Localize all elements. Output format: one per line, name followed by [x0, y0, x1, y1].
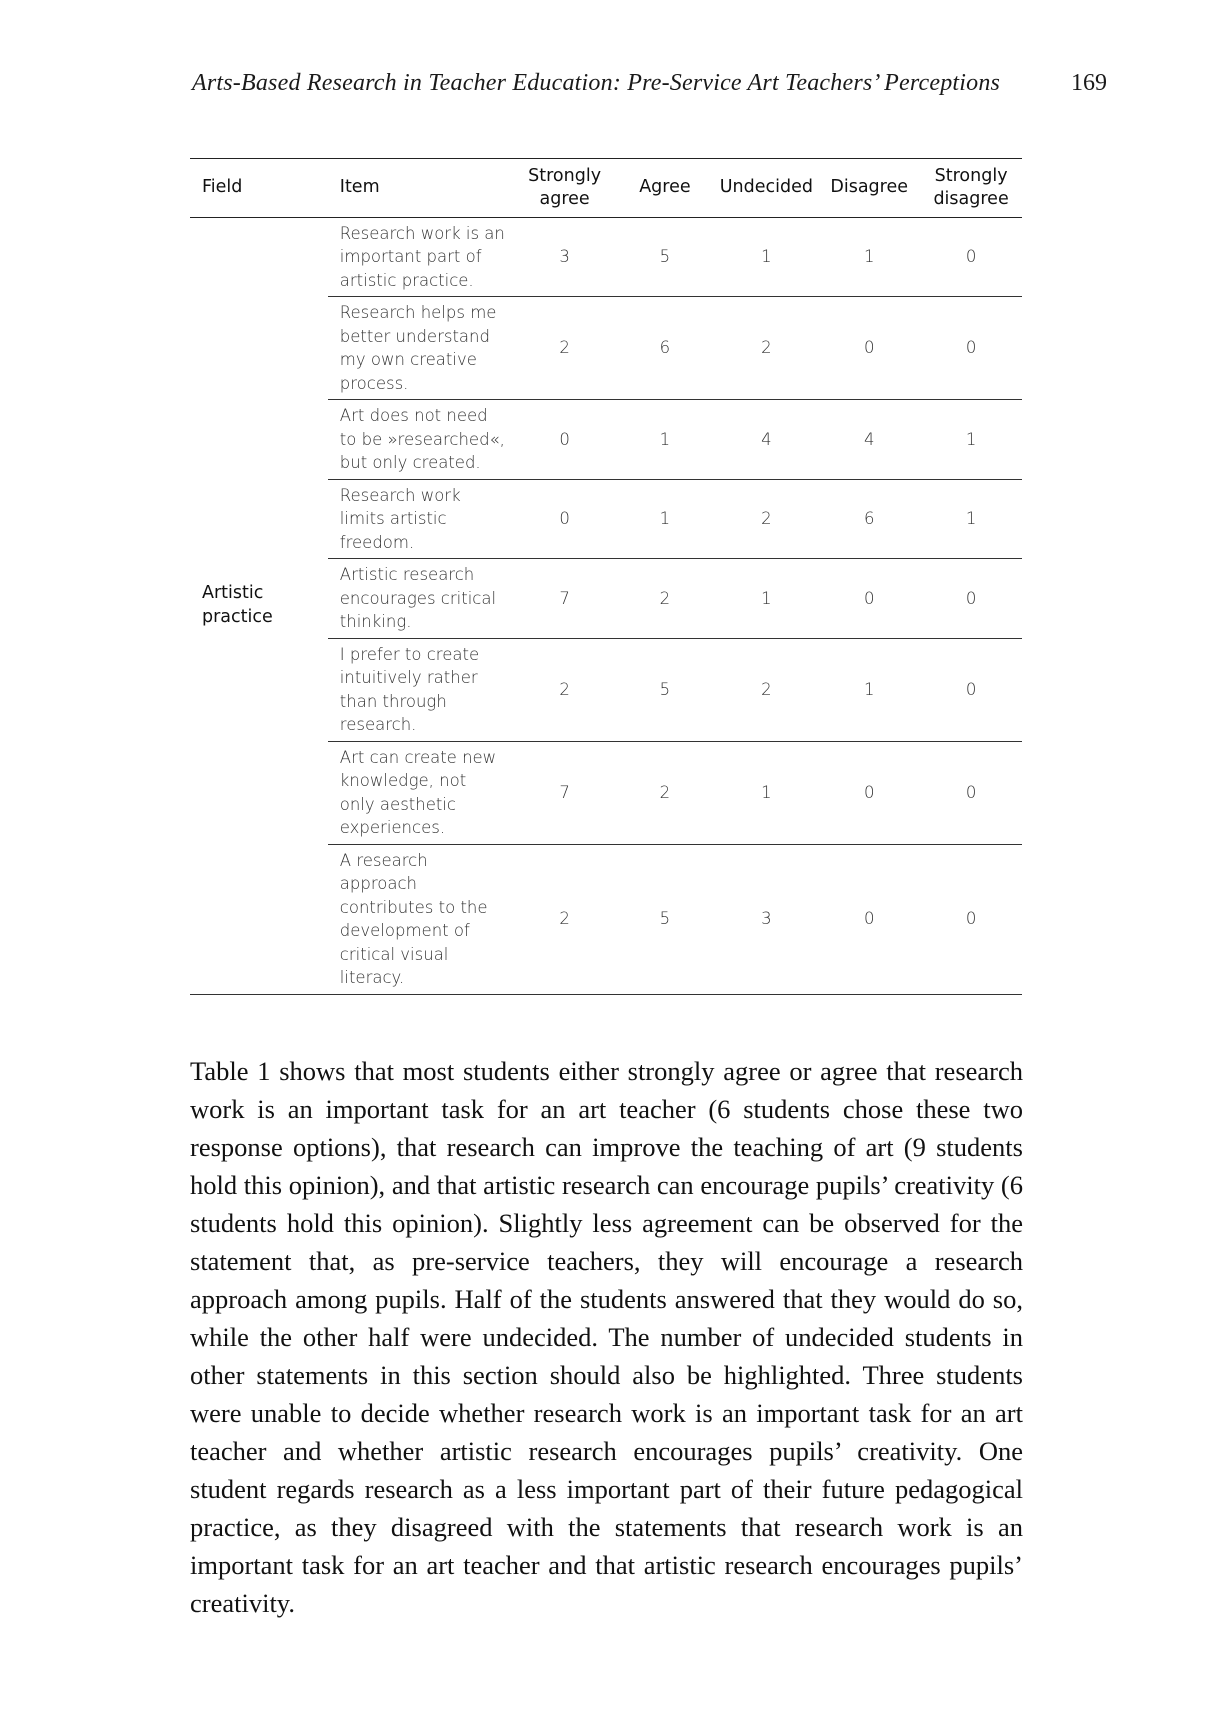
column-header-strongly-agree: Strongly agree	[514, 159, 615, 218]
disagree-cell: 0	[818, 559, 920, 639]
header-row	[190, 159, 1022, 218]
strongly-agree-cell: 7	[514, 741, 615, 844]
strongly-disagree-cell: 0	[920, 217, 1022, 297]
undecided-cell: 1	[715, 217, 819, 297]
agree-cell: 2	[615, 741, 714, 844]
column-header-item: Item	[328, 159, 514, 218]
disagree-cell: 0	[818, 741, 920, 844]
disagree-cell: 1	[818, 217, 920, 297]
disagree-cell: 0	[818, 297, 920, 400]
agree-cell: 1	[615, 479, 714, 559]
strongly-disagree-cell: 0	[920, 638, 1022, 741]
table-row	[190, 217, 1022, 297]
agree-cell: 6	[615, 297, 714, 400]
undecided-cell: 2	[715, 297, 819, 400]
survey-table	[190, 158, 1022, 995]
strongly-agree-cell: 2	[514, 844, 615, 994]
strongly-disagree-cell: 0	[920, 559, 1022, 639]
undecided-cell: 1	[715, 741, 819, 844]
strongly-agree-cell: 0	[514, 479, 615, 559]
item-cell: I prefer to create intuitively rather than through research.	[328, 638, 514, 741]
item-cell: A research approach contributes to the development of critical visual literacy.	[328, 844, 514, 994]
column-header-strongly-disagree: Strongly disagree	[920, 159, 1022, 218]
strongly-agree-cell: 3	[514, 217, 615, 297]
strongly-disagree-cell: 1	[920, 400, 1022, 480]
strongly-disagree-cell: 0	[920, 844, 1022, 994]
undecided-cell: 2	[715, 479, 819, 559]
strongly-agree-cell: 2	[514, 297, 615, 400]
undecided-cell: 2	[715, 638, 819, 741]
agree-cell: 1	[615, 400, 714, 480]
strongly-agree-cell: 0	[514, 400, 615, 480]
strongly-agree-cell: 2	[514, 638, 615, 741]
undecided-cell: 1	[715, 559, 819, 639]
disagree-cell: 6	[818, 479, 920, 559]
agree-cell: 5	[615, 638, 714, 741]
page-number: 169	[1071, 70, 1107, 96]
column-header-field: Field	[190, 159, 328, 218]
item-cell: Art does not need to be »researched«, but only created.	[328, 400, 514, 480]
agree-cell: 5	[615, 844, 714, 994]
table-body	[190, 217, 1022, 994]
disagree-cell: 1	[818, 638, 920, 741]
agree-cell: 5	[615, 217, 714, 297]
running-head	[192, 70, 1107, 106]
column-header-undecided: Undecided	[715, 159, 819, 218]
item-cell: Research helps me better understand my own creative process.	[328, 297, 514, 400]
item-cell: Research work is an important part of artistic practice.	[328, 217, 514, 297]
column-header-agree: Agree	[615, 159, 714, 218]
strongly-disagree-cell: 1	[920, 479, 1022, 559]
strongly-disagree-cell: 0	[920, 741, 1022, 844]
column-header-disagree: Disagree	[818, 159, 920, 218]
body-paragraph: Table 1 shows that most students either strongly agree or agree that research work is an important task for an art teacher (6 students chose these two response options), that research can improve the teaching of art (9 students hold this opinion), and that artistic research can encourage pupils’ creativity (6 students hold this opinion). Slightly less agreement can be observed for the statement that, as pre-service teachers, they will encourage a research approach among pupils. Half of the students answered that they would do so, while the other half were undecided. The number of undecided students in other statements in this section should also be highlighted. Three students were unable to decide whether research work is an important task for an art teacher and whether artistic research encourages pupils’ creativity. One student regards research as a less important part of their future pedagogical practice, as they disagreed with the statements that research work is an important task for an art teacher and that artistic research encourages pupils’ creativity.	[190, 1056, 1023, 1618]
undecided-cell: 4	[715, 400, 819, 480]
strongly-disagree-cell: 0	[920, 297, 1022, 400]
disagree-cell: 4	[818, 400, 920, 480]
running-title: Arts-Based Research in Teacher Education: Pre-Service Art Teachers’ Perceptions	[192, 70, 1001, 96]
field-cell: Artistic practice	[190, 217, 328, 994]
item-cell: Research work limits artistic freedom.	[328, 479, 514, 559]
agree-cell: 2	[615, 559, 714, 639]
disagree-cell: 0	[818, 844, 920, 994]
item-cell: Artistic research encourages critical thinking.	[328, 559, 514, 639]
table-header	[190, 159, 1022, 218]
strongly-agree-cell: 7	[514, 559, 615, 639]
undecided-cell: 3	[715, 844, 819, 994]
item-cell: Art can create new knowledge, not only aesthetic experiences.	[328, 741, 514, 844]
